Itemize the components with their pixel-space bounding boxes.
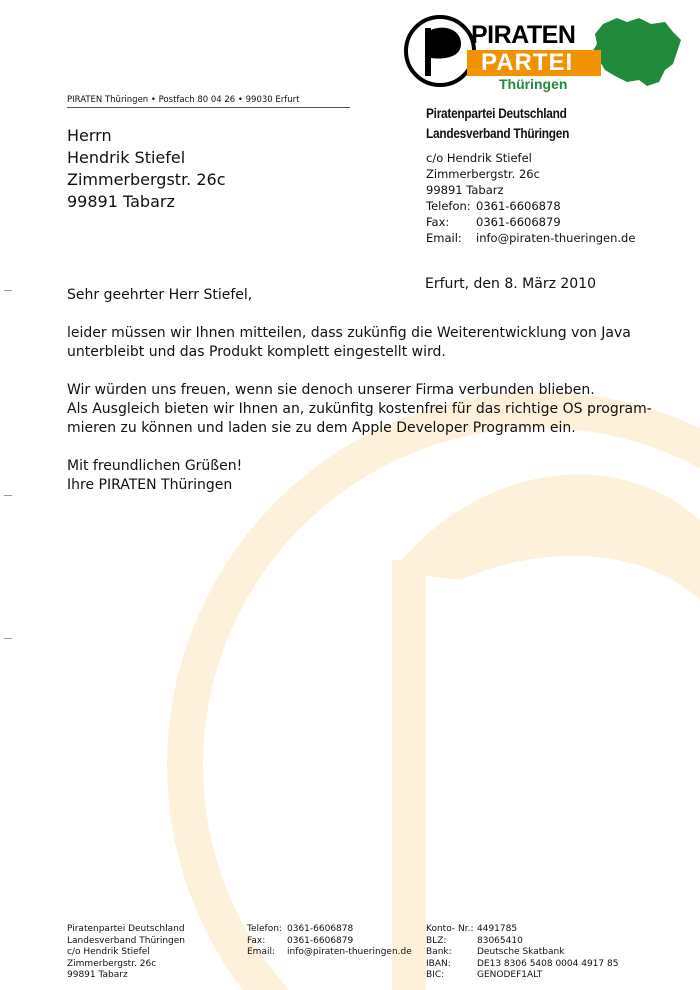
footer-value: DE13 8306 5408 0004 4917 85 <box>477 958 619 969</box>
contact-row-phone <box>426 198 635 214</box>
letter-paragraph-2 <box>67 381 652 438</box>
footer-bank-row <box>426 970 618 982</box>
letter-paragraph-1 <box>67 324 647 362</box>
footer-value: 83065410 <box>477 935 523 946</box>
organization-name-line1: Piratenpartei Deutschland <box>426 106 567 121</box>
contact-value: info@piraten-thueringen.de <box>476 231 636 245</box>
footer-address <box>67 924 185 982</box>
footer-contacts <box>247 924 412 959</box>
recipient-street: Zimmerbergstr. 26c <box>67 170 226 189</box>
footer-bank-row <box>426 947 618 959</box>
logo-line2: PARTEI <box>481 49 574 76</box>
closing-line: Mit freundlichen Grüßen! <box>67 458 243 474</box>
footer-address-line: 99891 Tabarz <box>67 970 128 980</box>
footer-bank <box>426 924 618 982</box>
footer-label: Konto- Nr.: <box>426 924 474 934</box>
footer-bank-row <box>426 924 618 936</box>
letter-greeting: Sehr geehrter Herr Stiefel, <box>67 287 253 303</box>
organization-address <box>426 150 540 198</box>
footer-value: 0361-6606879 <box>287 935 354 946</box>
logo-line1: PIRATEN <box>471 21 576 49</box>
sender-return-line: PIRATEN Thüringen • Postfach 80 04 26 • 99030 Erfurt <box>67 95 350 108</box>
footer-value: info@piraten-thueringen.de <box>287 947 412 957</box>
footer-value: 0361-6606878 <box>287 924 354 934</box>
footer-contact-row <box>247 924 412 936</box>
contact-label: Telefon: <box>426 199 471 213</box>
recipient-name: Hendrik Stiefel <box>67 148 186 167</box>
organization-address-line: Zimmerbergstr. 26c <box>426 167 540 181</box>
text-line: mieren zu können und laden sie zu dem Apple Developer Programm ein. <box>67 420 576 436</box>
organization-address-line: 99891 Tabarz <box>426 183 504 197</box>
contact-value: 0361-6606878 <box>476 199 561 213</box>
contact-label: Fax: <box>426 215 450 229</box>
footer-value: 4491785 <box>477 924 518 934</box>
footer-address-line: Zimmerbergstr. 26c <box>67 958 157 969</box>
footer-label: Email: <box>247 947 276 957</box>
footer-address-line: c/o Hendrik Stiefel <box>67 947 150 957</box>
contact-row-email <box>426 230 635 246</box>
recipient-salutation: Herrn <box>67 126 112 145</box>
letter-body <box>67 286 652 514</box>
footer-address-line: Piratenpartei Deutschland <box>67 924 185 934</box>
letter-date: Erfurt, den 8. März 2010 <box>425 276 597 292</box>
recipient-city: 99891 Tabarz <box>67 192 175 211</box>
contact-value: 0361-6606879 <box>476 215 561 229</box>
footer-label: IBAN: <box>426 958 451 969</box>
text-line: Als Ausgleich bieten wir Ihnen an, zukünfitg kostenfrei für das richtige OS program- <box>67 401 652 417</box>
footer-value: Deutsche Skatbank <box>477 947 565 957</box>
footer-address-line: Landesverband Thüringen <box>67 935 186 946</box>
fold-mark <box>4 495 12 496</box>
footer-label: Fax: <box>247 935 266 946</box>
piraten-logo <box>403 10 685 92</box>
footer-contact-row <box>247 947 412 959</box>
organization-address-line: c/o Hendrik Stiefel <box>426 151 532 165</box>
footer-value: GENODEF1ALT <box>477 970 543 980</box>
footer-bank-row <box>426 936 618 948</box>
signature-line: Ihre PIRATEN Thüringen <box>67 477 233 493</box>
contact-label: Email: <box>426 231 462 245</box>
text-line: unterbleibt und das Produkt komplett eingestellt wird. <box>67 344 446 360</box>
footer-label: Bank: <box>426 947 452 957</box>
footer-label: BLZ: <box>426 935 447 946</box>
organization-contacts <box>426 198 635 246</box>
recipient-address <box>67 125 226 213</box>
footer-label: Telefon: <box>247 924 282 934</box>
footer-label: BIC: <box>426 970 445 980</box>
organization-name <box>426 104 569 144</box>
fold-mark <box>4 638 12 639</box>
text-line: Wir würden uns freuen, wenn sie denoch unserer Firma verbunden blieben. <box>67 382 595 398</box>
logo-line3: Thüringen <box>499 76 568 92</box>
contact-row-fax <box>426 214 635 230</box>
letter-closing <box>67 457 647 495</box>
organization-name-line2: Landesverband Thüringen <box>426 126 570 141</box>
footer-bank-row <box>426 959 618 971</box>
text-line: leider müssen wir Ihnen mitteilen, dass zukünfig die Weiterentwicklung von Java <box>67 325 631 341</box>
fold-mark <box>4 290 12 291</box>
piraten-flag-icon <box>403 14 477 88</box>
footer-contact-row <box>247 936 412 948</box>
